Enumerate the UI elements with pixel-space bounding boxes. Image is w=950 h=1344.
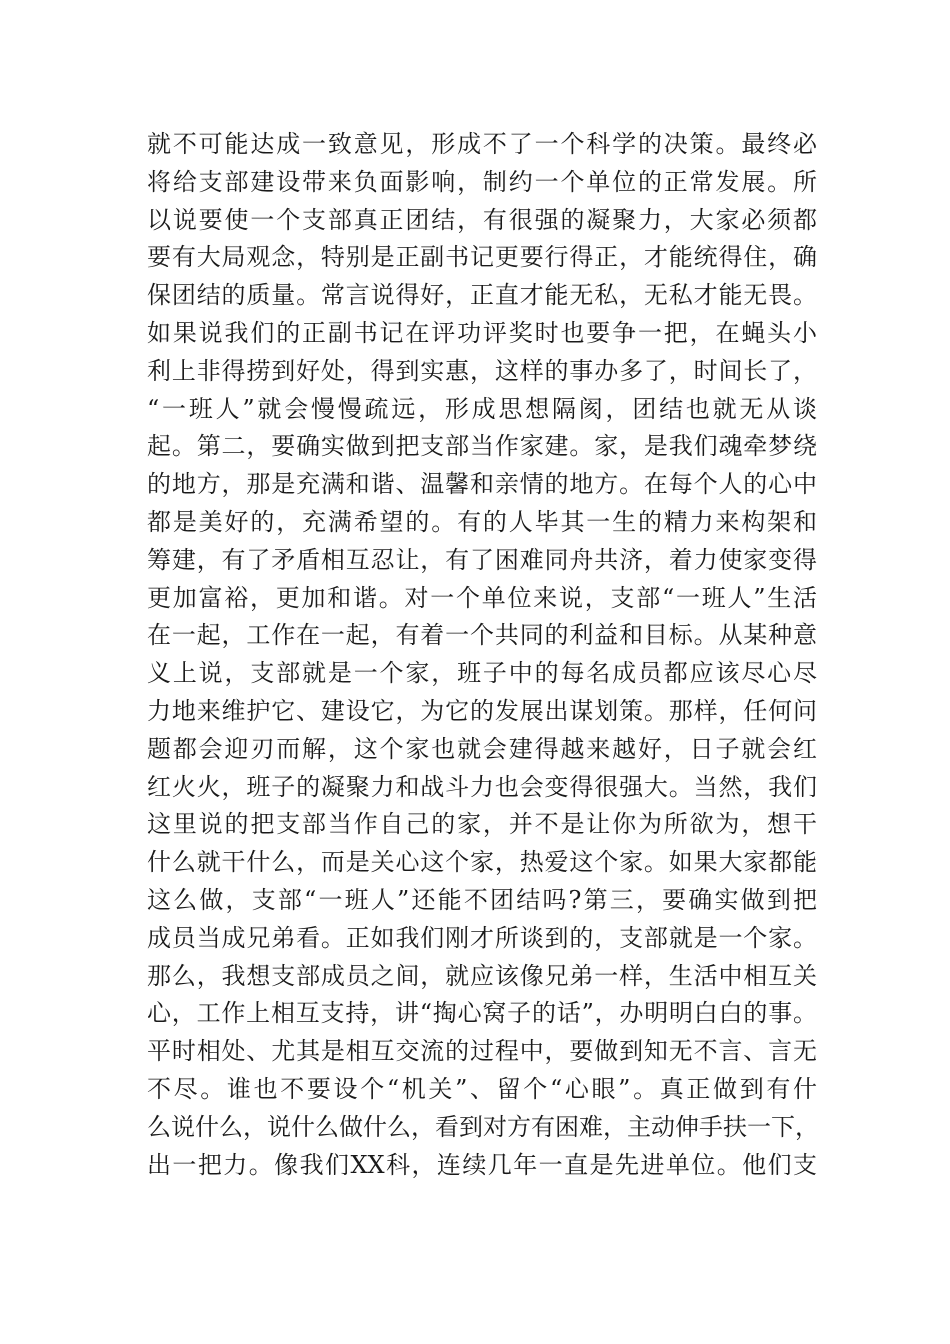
text-line: 什么就干什么，而是关心这个家，热爱这个家。如果大家都能 <box>147 848 817 877</box>
text-line: 心，工作上相互支持，讲“掏心窝子的话”，办明明白白的事。 <box>147 999 817 1028</box>
text-line: 这里说的把支部当作自己的家，并不是让你为所欲为，想干 <box>147 810 817 839</box>
text-line: “一班人”就会慢慢疏远，形成思想隔阂，团结也就无从谈 <box>147 394 817 423</box>
text-line: 以说要使一个支部真正团结，有很强的凝聚力，大家必须都 <box>147 205 817 234</box>
text-line: 利上非得捞到好处，得到实惠，这样的事办多了，时间长了， <box>147 356 817 385</box>
text-line: 红火火，班子的凝聚力和战斗力也会变得很强大。当然，我们 <box>147 772 817 801</box>
text-line: 的地方，那是充满和谐、温馨和亲情的地方。在每个人的心中 <box>147 470 817 499</box>
text-line: 么说什么，说什么做什么，看到对方有困难，主动伸手扶一下， <box>147 1112 819 1141</box>
text-line: 义上说，支部就是一个家，班子中的每名成员都应该尽心尽 <box>147 659 817 688</box>
text-line: 保团结的质量。常言说得好，正直才能无私，无私才能无畏。 <box>147 281 817 310</box>
text-line: 都是美好的，充满希望的。有的人毕其一生的精力来构架和 <box>147 507 817 536</box>
text-line: 那么，我想支部成员之间，就应该像兄弟一样，生活中相互关 <box>147 961 817 990</box>
text-line: 要有大局观念，特别是正副书记更要行得正，才能统得住，确 <box>147 243 817 272</box>
text-line: 这么做，支部“一班人”还能不团结吗?第三，要确实做到把 <box>147 885 817 914</box>
text-line: 不尽。谁也不要设个“机关”、留个“心眼”。真正做到有什 <box>147 1074 817 1103</box>
text-line: 力地来维护它、建设它，为它的发展出谋划策。那样，任何问 <box>147 696 817 725</box>
text-line: 平时相处、尤其是相互交流的过程中，要做到知无不言、言无 <box>147 1037 817 1066</box>
text-line: 筹建，有了矛盾相互忍让，有了困难同舟共济，着力使家变得 <box>147 545 817 574</box>
text-line: 如果说我们的正副书记在评功评奖时也要争一把，在蝇头小 <box>147 318 817 347</box>
text-line: 题都会迎刃而解，这个家也就会建得越来越好，日子就会红 <box>147 734 817 763</box>
text-line: 将给支部建设带来负面影响，制约一个单位的正常发展。所 <box>147 167 817 196</box>
body-text <box>147 126 817 1184</box>
text-line: 就不可能达成一致意见，形成不了一个科学的决策。最终必 <box>147 130 817 158</box>
text-line: 起。第二，要确实做到把支部当作家建。家，是我们魂牵梦绕 <box>147 432 817 461</box>
text-line: 出一把力。像我们XX科，连续几年一直是先进单位。他们支 <box>147 1150 817 1179</box>
text-line: 在一起，工作在一起，有着一个共同的利益和目标。从某种意 <box>147 621 817 650</box>
text-line: 成员当成兄弟看。正如我们刚才所谈到的，支部就是一个家。 <box>147 923 817 952</box>
text-line: 更加富裕，更加和谐。对一个单位来说，支部“一班人”生活 <box>147 583 817 612</box>
